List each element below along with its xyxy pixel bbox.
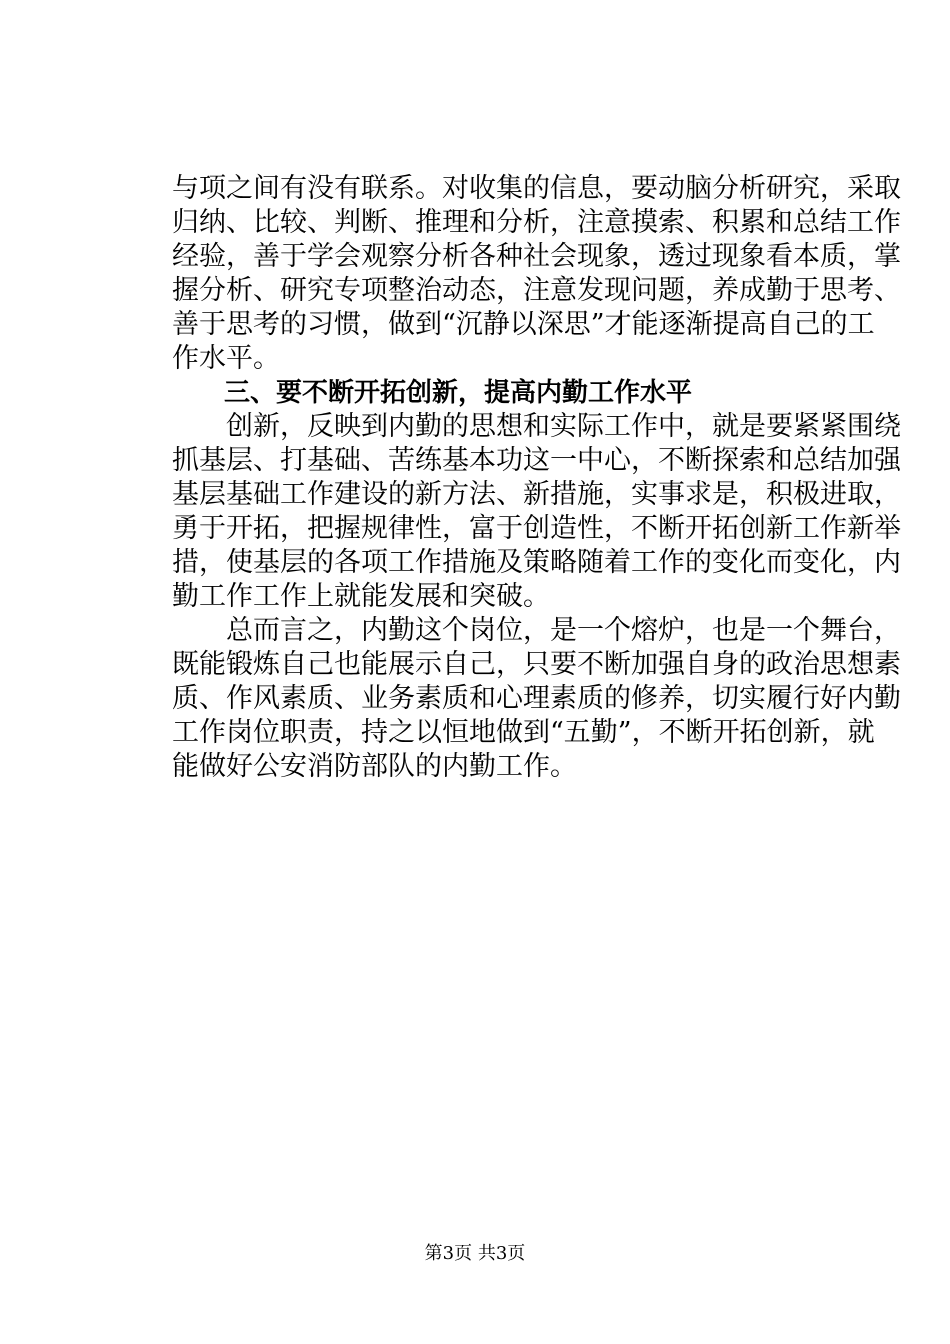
text-line: 善于思考的习惯，做到“沉静以深思”才能逐渐提高自己的工 [172, 309, 875, 340]
text-line: 工作岗位职责，持之以恒地做到“五勤”，不断开拓创新，就 [172, 717, 875, 748]
paragraph-continuation [172, 172, 901, 376]
text-line: 归纳、比较、判断、推理和分析，注意摸索、积累和总结工作 [172, 207, 901, 238]
text-line: 总而言之，内勤这个岗位，是一个熔炉，也是一个舞台， [172, 615, 901, 646]
text-line: 基层基础工作建设的新方法、新措施，实事求是，积极进取， [172, 479, 901, 510]
page-number-footer: 第3页 共3页 [424, 1243, 526, 1264]
text-line: 经验，善于学会观察分析各种社会现象，透过现象看本质，掌 [172, 241, 901, 272]
paragraph-innovation [172, 410, 901, 614]
text-line: 创新，反映到内勤的思想和实际工作中，就是要紧紧围绕 [172, 411, 901, 442]
section-heading: 三、要不断开拓创新，提高内勤工作水平 [172, 378, 693, 408]
text-line: 与项之间有没有联系。对收集的信息，要动脑分析研究，采取 [172, 173, 901, 204]
text-line: 措，使基层的各项工作措施及策略随着工作的变化而变化，内 [172, 547, 901, 578]
document-body [172, 172, 901, 784]
text-line: 作水平。 [172, 343, 280, 374]
paragraph-conclusion [172, 614, 901, 784]
text-line: 能做好公安消防部队的内勤工作。 [172, 751, 577, 782]
text-line: 勇于开拓，把握规律性，富于创造性，不断开拓创新工作新举 [172, 513, 901, 544]
text-line: 抓基层、打基础、苦练基本功这一中心，不断探索和总结加强 [172, 445, 901, 476]
text-line: 勤工作工作上就能发展和突破。 [172, 581, 550, 612]
text-line: 握分析、研究专项整治动态，注意发现问题，养成勤于思考、 [172, 275, 901, 306]
text-line: 既能锻炼自己也能展示自己，只要不断加强自身的政治思想素 [172, 649, 901, 680]
text-line: 质、作风素质、业务素质和心理素质的修养，切实履行好内勤 [172, 683, 901, 714]
